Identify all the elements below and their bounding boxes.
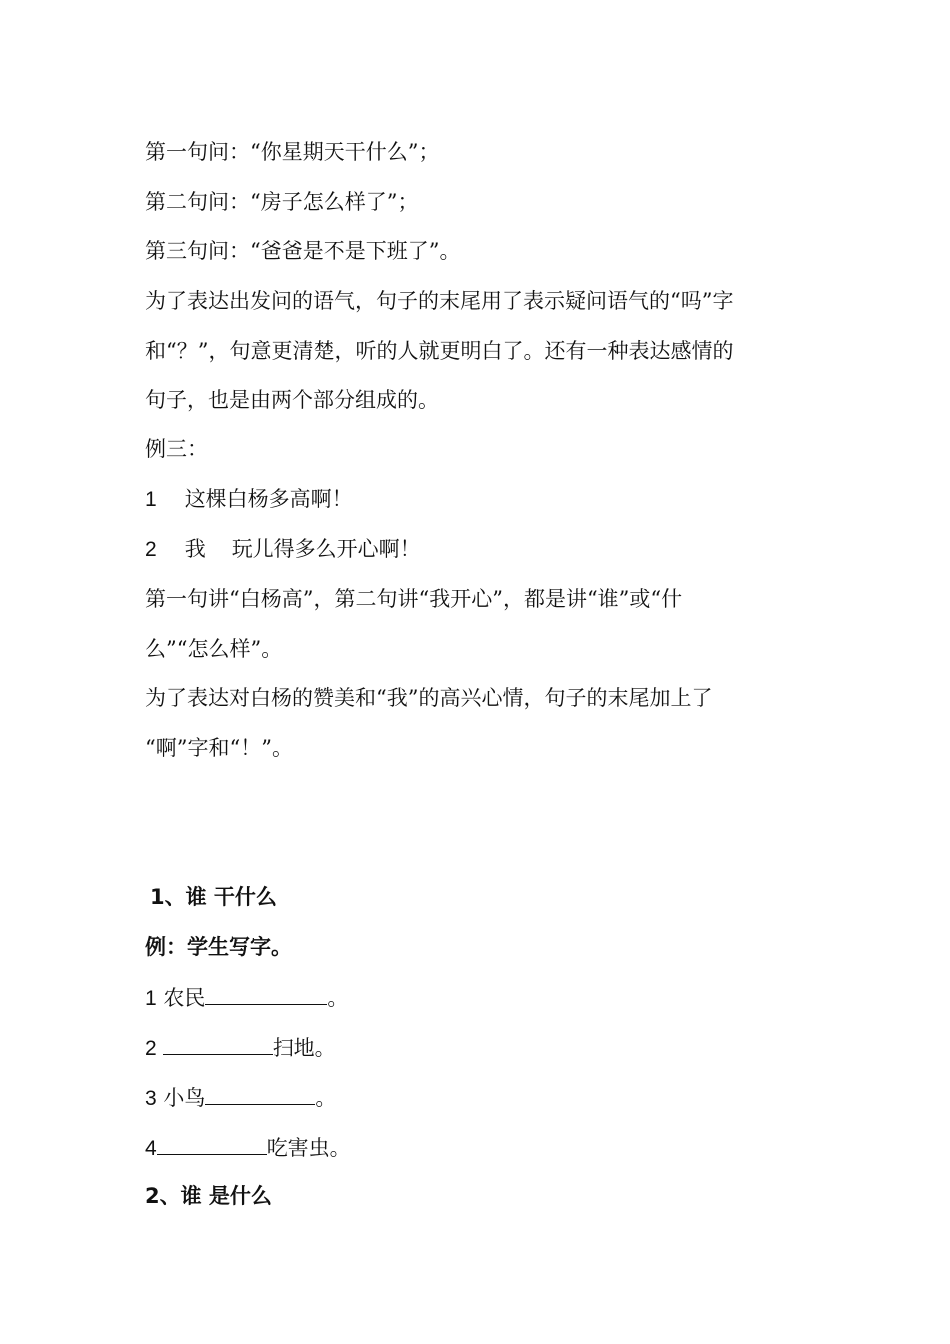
question-line-2: 第二句问：“房子怎么样了”； bbox=[145, 190, 419, 214]
section-1-heading: 1、谁 干什么 bbox=[150, 885, 277, 909]
question-line-3: 第三句问：“爸爸是不是下班了”。 bbox=[145, 239, 461, 263]
answer-blank[interactable] bbox=[157, 1132, 267, 1155]
paragraph-line-3: 句子，也是由两个部分组成的。 bbox=[145, 388, 439, 412]
item-number: 1 bbox=[145, 488, 157, 511]
item-suffix: 扫地。 bbox=[272, 1036, 336, 1060]
example-item-2 bbox=[145, 534, 810, 565]
exercise-item-4 bbox=[145, 1132, 810, 1164]
answer-blank[interactable] bbox=[163, 1032, 273, 1055]
item-word: 我 bbox=[184, 537, 206, 561]
item-number: 2 bbox=[145, 538, 157, 561]
item-suffix: 吃害虫。 bbox=[266, 1136, 351, 1160]
answer-blank[interactable] bbox=[205, 1082, 315, 1105]
explain-line-3: 为了表达对白杨的赞美和“我”的高兴心情，句子的末尾加上了 bbox=[145, 686, 713, 710]
item-suffix: 。 bbox=[327, 986, 349, 1010]
exercise-item-3 bbox=[145, 1082, 810, 1114]
item-number: 3 bbox=[145, 1087, 157, 1110]
exercise-item-2 bbox=[145, 1032, 810, 1064]
paragraph-line-1: 为了表达出发问的语气，句子的末尾用了表示疑问语气的“吗”字 bbox=[145, 289, 734, 313]
paragraph-line-2: 和“？”，句意更清楚，听的人就更明白了。还有一种表达感情的 bbox=[145, 339, 734, 363]
item-text: 这棵白杨多高啊！ bbox=[184, 487, 353, 511]
answer-blank[interactable] bbox=[205, 982, 327, 1005]
item-text: 玩儿得多么开心啊！ bbox=[231, 537, 421, 561]
question-line-1: 第一句问：“你星期天干什么”； bbox=[145, 140, 440, 164]
item-number: 2 bbox=[145, 1037, 157, 1060]
example-item-1 bbox=[145, 484, 810, 515]
example-three-label: 例三： bbox=[145, 437, 208, 461]
explain-line-4: “啊”字和“！”。 bbox=[145, 736, 293, 760]
item-suffix: 。 bbox=[315, 1086, 337, 1110]
section-1-example: 例：学生写字。 bbox=[145, 935, 292, 959]
item-number: 1 bbox=[145, 987, 157, 1010]
exercise-item-1 bbox=[145, 982, 810, 1014]
explain-line-2: 么”“怎么样”。 bbox=[145, 637, 283, 661]
item-prefix: 农民 bbox=[163, 986, 206, 1010]
section-2-heading: 2、谁 是什么 bbox=[145, 1184, 272, 1208]
explain-line-1: 第一句讲“白杨高”，第二句讲“我开心”，都是讲“谁”或“什 bbox=[145, 587, 683, 611]
item-prefix: 小鸟 bbox=[163, 1086, 206, 1110]
item-number: 4 bbox=[145, 1137, 157, 1160]
